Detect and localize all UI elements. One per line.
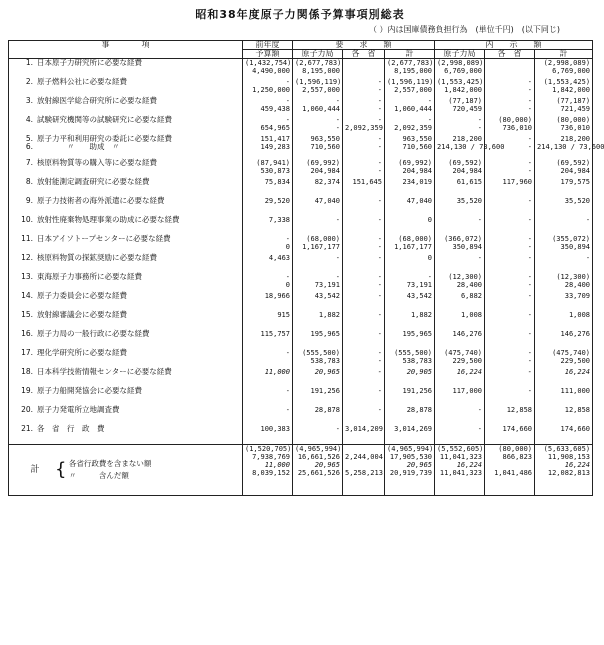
value-cell: - - [343,235,385,254]
row-label-cell [9,216,243,235]
value-cell: - - [485,235,535,254]
value-cell: (2,677,783) 8,195,000 [385,59,435,79]
row-label-cell [9,235,243,254]
row-label-cell [9,292,243,311]
value-cell: 47,040 [385,197,435,216]
row-index: 6. [25,142,33,151]
value-cell: - - [343,97,385,116]
value-cell: 234,019 [385,178,435,197]
value-cell: (68,000) 1,167,177 [385,235,435,254]
table-row [9,97,593,116]
value-cell: 35,520 [435,197,485,216]
table-row [9,330,593,349]
row-label-cell [9,254,243,273]
row-label: 原子力平和利用研究の委託に必要な経費 [37,134,172,143]
value-cell [343,59,385,79]
total-brace: { [55,459,67,480]
value-cell: 0 [385,216,435,235]
row-label: 原子力発電所立地調査費 [37,405,120,414]
value-cell: 6,882 [435,292,485,311]
row-index: 13. [21,272,33,281]
value-cell: 4,463 [243,254,293,273]
table-row [9,116,593,135]
value-cell: - [435,406,485,425]
row-label-cell [9,330,243,349]
value-cell: 43,542 [293,292,343,311]
row-label: 日本科学技術情報センターに必要な経費 [37,367,172,376]
value-cell: 117,960 [485,178,535,197]
row-label-cell [9,135,243,159]
value-cell: - [343,292,385,311]
value-cell: - - [343,78,385,97]
row-label: 各 省 行 政 費 [37,424,105,433]
value-cell: 195,965 [293,330,343,349]
value-cell: 61,615 [435,178,485,197]
value-cell: (2,998,089) 6,769,000 [535,59,593,79]
header-request-total: 計 [385,50,435,59]
value-cell: (69,992) 204,984 [293,159,343,178]
table-row [9,78,593,97]
value-cell: - - [485,135,535,159]
value-cell: (77,187) 720,459 [435,97,485,116]
value-cell: 115,757 [243,330,293,349]
value-cell: - - [293,116,343,135]
value-cell: 28,878 [385,406,435,425]
value-cell: 82,374 [293,178,343,197]
value-cell: - [343,368,385,387]
value-cell: - - [485,78,535,97]
total-cell: (4,965,994) 17,905,530 20,965 20,919,739 [385,445,435,496]
table-row [9,216,593,235]
row-label-cell [9,425,243,445]
total-cell: (5,633,605) 11,908,153 16,224 12,082,813 [535,445,593,496]
table-row [9,273,593,292]
row-label-cell [9,159,243,178]
header-approved-bureau: 原子力局 [435,50,485,59]
value-cell: - [485,330,535,349]
value-cell: 174,660 [485,425,535,445]
value-cell: (12,300) 28,400 [435,273,485,292]
header-prev-sub: 予算額 [243,50,293,59]
value-cell: (1,596,119) 2,557,000 [293,78,343,97]
value-cell: 111,000 [535,387,593,406]
value-cell: (87,941) 530,873 [243,159,293,178]
value-cell: - [343,406,385,425]
value-cell: 963,550 710,560 [293,135,343,159]
table-row [9,425,593,445]
row-index: 4. [25,115,33,124]
value-cell: - - [485,159,535,178]
table-row [9,235,593,254]
table-row [9,292,593,311]
row-label: 東海原子力事務所に必要な経費 [37,272,142,281]
header-item: 事 項 [9,41,243,59]
value-cell: 20,905 [385,368,435,387]
value-cell: (475,740) 229,500 [435,349,485,368]
value-cell: - 2,092,359 [385,116,435,135]
value-cell: - [343,387,385,406]
row-index: 20. [21,405,33,414]
value-cell: - [243,406,293,425]
value-cell: - - [435,116,485,135]
value-cell: 11,000 [243,368,293,387]
value-cell: 117,000 [435,387,485,406]
header-request: 要 求 額 [293,41,435,50]
value-cell: - 73,191 [385,273,435,292]
row-label-cell [9,387,243,406]
value-cell: - - [343,135,385,159]
value-cell: (1,432,754) 4,490,000 [243,59,293,79]
value-cell: 146,276 [435,330,485,349]
table-row [9,197,593,216]
value-cell: (2,677,783) 8,195,000 [293,59,343,79]
row-label-cell [9,116,243,135]
value-cell: 47,040 [293,197,343,216]
value-cell: 179,575 [535,178,593,197]
value-cell: - 459,438 [243,97,293,116]
value-cell: - [343,254,385,273]
row-label-cell [9,197,243,216]
value-cell: - [485,368,535,387]
total-label-cell [9,445,243,496]
value-cell: (555,500) 538,783 [385,349,435,368]
row-index: 16. [21,329,33,338]
value-cell: - - [485,97,535,116]
value-cell: 20,965 [293,368,343,387]
value-cell: (1,596,119) 2,557,000 [385,78,435,97]
table-row [9,59,593,79]
value-cell: 16,224 [535,368,593,387]
value-cell: 16,224 [435,368,485,387]
row-index: 15. [21,310,33,319]
value-cell: - - [343,273,385,292]
value-cell: 195,965 [385,330,435,349]
total-cell: (1,520,705) 7,938,769 11,000 8,039,152 [243,445,293,496]
value-cell: 0 [385,254,435,273]
total-cell: (80,000) 866,823 1,041,486 [485,445,535,496]
value-cell: 7,338 [243,216,293,235]
value-cell: - - [485,349,535,368]
value-cell: - [485,254,535,273]
value-cell: (1,553,425) 1,842,000 [535,78,593,97]
value-cell: - [435,254,485,273]
value-cell: 43,542 [385,292,435,311]
value-cell: - [485,387,535,406]
row-label-cell [9,368,243,387]
row-index: 19. [21,386,33,395]
row-label-cell [9,406,243,425]
table-row [9,159,593,178]
unit-note: （ ）内は国庫債務負担行為 (単位千円) (以下同じ) [368,25,560,34]
total-cell: 2,244,004 5,258,213 [343,445,385,496]
value-cell: 1,882 [293,311,343,330]
table-row [9,254,593,273]
value-cell: 151,417 149,283 [243,135,293,159]
row-label-cell [9,349,243,368]
total-label: 計 [30,465,40,475]
row-label: 日本原子力研究所に必要な経費 [37,58,142,67]
value-cell: 1,008 [535,311,593,330]
value-cell: 174,660 [535,425,593,445]
row-index: 2. [25,77,33,86]
value-cell: (69,592) 204,984 [435,159,485,178]
value-cell: - 2,092,359 [343,116,385,135]
value-cell: 75,834 [243,178,293,197]
row-label-cell [9,78,243,97]
value-cell: - [343,197,385,216]
value-cell: - 1,250,000 [243,78,293,97]
value-cell: 33,709 [535,292,593,311]
row-index: 1. [25,58,33,67]
value-cell: - [485,292,535,311]
value-cell: - [485,197,535,216]
row-label: 理化学研究所に必要な経費 [37,348,127,357]
document-title: 昭和38年度原子力関係予算事項別総表 [195,8,405,21]
header-prev: 前年度 [243,41,293,50]
row-label: 原子力技術者の海外派遣に必要な経費 [37,196,165,205]
row-label: 核原料物質等の購入等に必要な経費 [37,158,157,167]
row-index: 8. [25,177,33,186]
total-line1: 各省行政費を含まない額 [68,459,152,468]
value-cell: 29,520 [243,197,293,216]
value-cell: (69,592) 204,984 [535,159,593,178]
row-label-cell [9,273,243,292]
row-index: 14. [21,291,33,300]
value-cell: - - [485,273,535,292]
value-cell: - 1,060,444 [293,97,343,116]
value-cell: - [293,254,343,273]
row-index: 7. [25,158,33,167]
row-index: 12. [21,253,33,262]
header-approved-ministries: 各 省 [485,50,535,59]
value-cell: 1,882 [385,311,435,330]
value-cell: - [485,216,535,235]
row-index: 5. [25,134,33,143]
value-cell: (68,000) 1,167,177 [293,235,343,254]
total-line2: 〃 含んだ額 [68,471,129,480]
value-cell: 963,550 710,560 [385,135,435,159]
row-label: 放射線医学総合研究所に必要な経費 [37,96,157,105]
row-label: 放射能測定調査研究に必要な経費 [37,177,150,186]
value-cell: - - [343,159,385,178]
value-cell: (69,992) 204,984 [385,159,435,178]
row-index: 21. [21,424,33,433]
row-label: 原子力局の一般行政に必要な経費 [37,329,150,338]
row-label: 原子燃料公社に必要な経費 [37,77,127,86]
value-cell: - [535,254,593,273]
row-label-cell [9,59,243,79]
row-index: 11. [21,234,33,243]
total-row [9,445,593,496]
value-cell: (80,000) 736,010 [485,116,535,135]
table-body [9,58,604,445]
value-cell: - 654,965 [243,116,293,135]
header-request-bureau: 原子力局 [293,50,343,59]
row-label-cell [9,97,243,116]
table-row [9,178,593,197]
value-cell: (475,740) 229,500 [535,349,593,368]
value-cell: 1,008 [435,311,485,330]
value-cell: (1,553,425) 1,842,000 [435,78,485,97]
row-index: 3. [25,96,33,105]
value-cell: 151,645 [343,178,385,197]
value-cell: (77,187) 721,459 [535,97,593,116]
total-cell: (4,965,994) 16,661,526 20,965 25,661,526 [293,445,343,496]
value-cell: - - [343,349,385,368]
value-cell: 915 [243,311,293,330]
value-cell: (2,998,089) 6,769,000 [435,59,485,79]
value-cell: 35,520 [535,197,593,216]
value-cell: - [485,311,535,330]
value-cell: 12,858 [485,406,535,425]
row-label: 日本アイソトープセンターに必要な経費 [37,234,171,243]
value-cell: (555,500) 538,783 [293,349,343,368]
table-row [9,349,593,368]
value-cell: - [535,216,593,235]
value-cell: - [343,216,385,235]
value-cell: 191,256 [293,387,343,406]
value-cell: (12,300) 28,400 [535,273,593,292]
value-cell: 12,858 [535,406,593,425]
value-cell: - [243,349,293,368]
header-request-ministries: 各 省 [343,50,385,59]
row-label-cell [9,311,243,330]
row-label: 原子力船開発協会に必要な経費 [37,386,142,395]
value-cell: - 73,191 [293,273,343,292]
budget-table [8,40,604,496]
value-cell: - [293,425,343,445]
row-index: 17. [21,348,33,357]
row-label: 核原料物質の探鉱奨励に必要な経費 [37,253,157,262]
row-index: 18. [21,367,33,376]
value-cell: - [343,330,385,349]
row-label: 試験研究機関等の試験研究に必要な経費 [37,115,172,124]
value-cell: (80,000) 736,010 [535,116,593,135]
header-approved-total: 計 [535,50,593,59]
table-row [9,135,593,159]
value-cell: 100,383 [243,425,293,445]
row-label: 原子力委員会に必要な経費 [37,291,127,300]
value-cell: 218,200 214,130 / 73,600 [435,135,485,159]
value-cell: - [343,311,385,330]
row-sublabel: 〃 助成 〃 [67,142,120,151]
value-cell: 28,878 [293,406,343,425]
row-label-cell [9,178,243,197]
value-cell: 218,200 214,130 / 73,600 [535,135,593,159]
value-cell: 18,966 [243,292,293,311]
value-cell: - 1,060,444 [385,97,435,116]
value-cell: - 0 [243,273,293,292]
value-cell: 191,256 [385,387,435,406]
table-row [9,387,593,406]
value-cell: 146,276 [535,330,593,349]
value-cell: 3,014,269 [385,425,435,445]
table-row [9,311,593,330]
table-row [9,368,593,387]
value-cell: - 0 [243,235,293,254]
table-row [9,406,593,425]
header-approved: 内 示 額 [435,41,593,50]
value-cell: 3,014,209 [343,425,385,445]
value-cell: (366,072) 350,894 [435,235,485,254]
value-cell: - [435,425,485,445]
row-label: 放射性廃棄物処理事業の助成に必要な経費 [37,215,180,224]
row-label: 放射線審議会に必要な経費 [37,310,127,319]
row-index: 10. [21,215,33,224]
total-cell: (5,552,605) 11,041,323 16,224 11,041,323 [435,445,485,496]
value-cell: - [243,387,293,406]
row-index: 9. [25,196,33,205]
value-cell: - [435,216,485,235]
value-cell: - [293,216,343,235]
value-cell: (355,072) 350,894 [535,235,593,254]
value-cell [485,59,535,79]
